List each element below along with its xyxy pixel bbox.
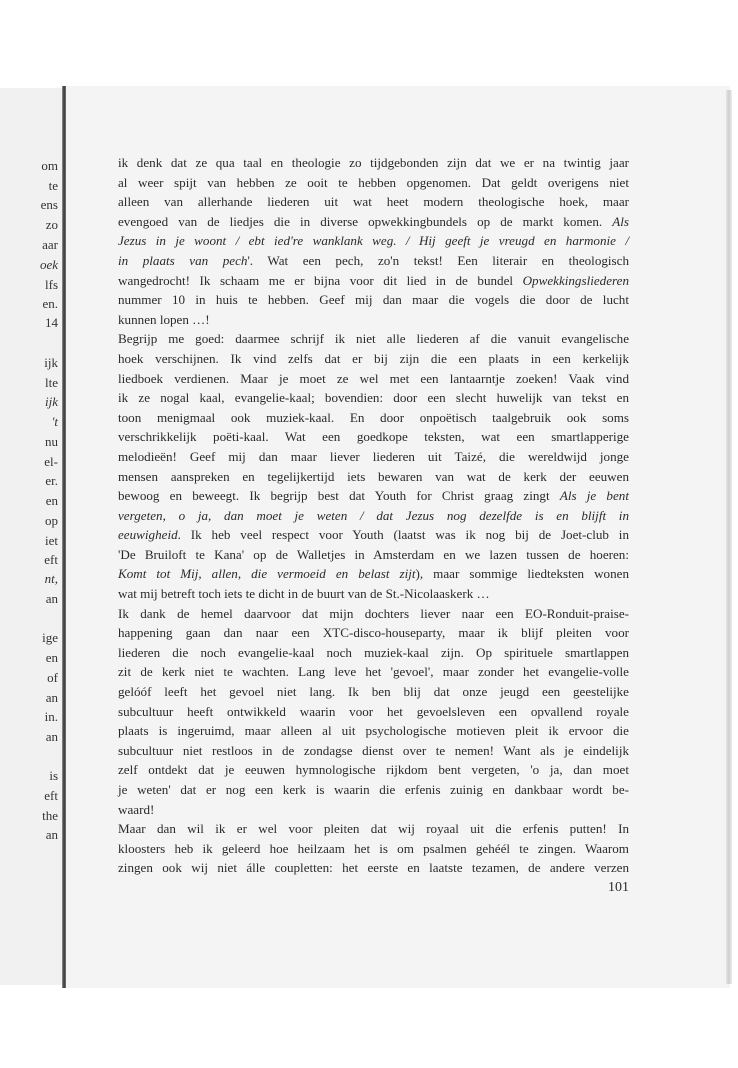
text-line [118, 310, 629, 330]
text-segment: nummer 10 in huis te hebben. Geef mij dan maar die vogels die door de lucht [118, 292, 629, 308]
text-segment: plaats is ingeruimd, maar alleen al uit psychologische motieven pleit ik ervoor die [118, 723, 629, 739]
text-line [118, 467, 629, 487]
text-line [118, 271, 629, 291]
text-segment: kloosters heb ik geleerd hoe heilzaam het is om psalmen gehéél te zingen. Waarom [118, 840, 629, 856]
text-segment: zelf ontdekt dat je eeuwen hymnologische rijkdom bent vergeten, 'o ja, dan moet [118, 762, 629, 778]
text-segment: '. Wat een pech, zo'n tekst! Een literair en theologisch [247, 252, 629, 268]
left-page-fragment: eft [44, 552, 58, 567]
italic-text: Als [612, 213, 629, 229]
left-page-fragment: en. [42, 296, 58, 311]
text-line [118, 388, 629, 408]
text-segment: gelóóf leeft het gevoel niet lang. Ik ben blij dat onze jeugd een geestelijke [118, 684, 629, 700]
text-segment: verschrikkelijk poëti-kaal. Wat een goedkope teksten, wat een smartlapperige [118, 429, 629, 445]
text-line [118, 604, 629, 624]
left-page-fragment: iet [45, 533, 58, 548]
text-line [118, 525, 629, 545]
text-segment: melodieën! Geef mij dan maar liever liederen uit Taizé, die wereldwijd jonge [118, 448, 629, 464]
text-line [118, 584, 629, 604]
left-page-fragment: eft [44, 788, 58, 803]
text-segment: bewoog en beweegt. Ik begrijp best dat Youth for Christ graag zingt [118, 488, 560, 504]
text-line [118, 623, 629, 643]
left-page-fragment: en [45, 493, 58, 508]
text-segment: evengoed van de liedjes die in diverse opwekkingbundels op de markt komen. [118, 213, 613, 229]
text-line [118, 760, 629, 780]
text-line [118, 800, 629, 820]
text-line [118, 858, 629, 878]
italic-text: vergeten, o ja, dan moet je weten / dat Jezus nog dezelfde is en blijft in [118, 507, 629, 523]
text-line [118, 349, 629, 369]
text-line [118, 506, 629, 526]
text-segment: al weer spijt van hebben ze ooit te hebben opgenomen. Dat geldt overigens niet [118, 174, 629, 190]
text-line [118, 643, 629, 663]
left-page-fragment: an [45, 591, 58, 606]
text-line [118, 819, 629, 839]
text-line [118, 682, 629, 702]
text-segment: happening gaan dan naar een XTC-disco-houseparty, maar ik blijf pleiten voor [118, 625, 629, 641]
text-segment: ik ze nogal kaal, evangelie-kaal; bovendien: door een slecht huwelijk van tekst en [118, 390, 629, 406]
text-line [118, 369, 629, 389]
left-page-fragment: en [45, 650, 58, 665]
text-line [118, 545, 629, 565]
text-line [118, 702, 629, 722]
text-segment: Ik dank de hemel daarvoor dat mijn dochters liever naar een EO-Ronduit-praise- [118, 605, 629, 621]
text-segment: zingen ook wij niet álle coupletten: het eerste en laatste tezamen, de andere verzen [118, 860, 629, 876]
left-page-fragment: er. [45, 473, 58, 488]
text-segment: ), maar sommige liedteksten wonen [415, 566, 629, 582]
text-segment: toon menigmaal ook muziek-kaal. En door onpoëtisch taalgebruik ook soms [118, 409, 629, 425]
text-line [118, 153, 629, 173]
text-line [118, 427, 629, 447]
italic-text: eeuwigheid [118, 527, 178, 543]
left-page-fragment: te [48, 178, 58, 193]
text-segment: wat mij betreft toch iets te dicht in de buurt van de St.-Nicolaaskerk … [118, 586, 490, 602]
text-line [118, 486, 629, 506]
left-page-fragment: el- [44, 454, 58, 469]
text-line [118, 741, 629, 761]
left-page-fragment: ens [40, 197, 58, 212]
text-segment: Begrijp me goed: daarmee schrijf ik niet alle liederen af die vanuit evangelische [118, 331, 629, 347]
left-page-fragment: nt, [44, 571, 58, 586]
left-page-fragment: an [45, 827, 58, 842]
left-page-fragment: is [49, 768, 58, 783]
text-segment: 'De Bruiloft te Kana' op de Walletjes in Amsterdam en we lazen tussen de hoeren: [118, 546, 629, 562]
left-page-fragment: ijk [44, 355, 58, 370]
page-number: 101 [608, 880, 629, 895]
text-line [118, 329, 629, 349]
left-page-fragment: lfs [45, 277, 58, 292]
text-line [118, 173, 629, 193]
left-page-fragment: ijk [45, 394, 58, 409]
left-page-fragment: zo [45, 217, 58, 232]
left-page-fragment: nu [45, 434, 58, 449]
left-page-fragment: ige [42, 630, 58, 645]
left-page-fragment: om [41, 158, 58, 173]
left-page-fragment: op [45, 513, 58, 528]
left-page-fragment: aar [42, 237, 58, 252]
text-line [118, 192, 629, 212]
text-line [118, 212, 629, 232]
text-line [118, 662, 629, 682]
left-page-fragment: oek [39, 257, 58, 272]
left-page-fragment: of [47, 670, 58, 685]
italic-text: Jezus in je woont / ebt ied're wanklank weg. / Hij geeft je vreugd en harmonie / [118, 233, 629, 249]
left-page-fragment: the [42, 808, 58, 823]
italic-text: Als je bent [559, 488, 629, 504]
text-line [118, 780, 629, 800]
text-line [118, 839, 629, 859]
text-segment: wangedrocht! Ik schaam me er bijna voor dit lied in de bundel [118, 272, 523, 288]
body-text [118, 153, 629, 878]
text-segment: subcultuur heeft ontwikkeld waarin voor het gevoelsleven een opvallend royale [118, 703, 629, 719]
text-segment: ik denk dat ze qua taal en theologie zo tijdgebonden zijn dat we er na twintig jaar [118, 155, 629, 170]
text-segment: zit de kerk niet te wachten. Lang leve het 'gevoel', maar zonder het evangelie-volle [118, 664, 629, 680]
page-stack-edge [726, 90, 732, 984]
text-segment: liedboek verdienen. Maar je moet ze wel met een lantaarntje zoeken! Vaak vind [118, 370, 629, 386]
text-line [118, 721, 629, 741]
text-segment: . Ik heb veel respect voor Youth (laatst was ik nog bij de Joet-club in [177, 527, 629, 543]
text-segment: alleen van allerhande liederen uit wat heet modern theologische hoek, maar [118, 194, 629, 210]
italic-text: Komt tot Mij, allen, die vermoeid en belast zijt [118, 566, 416, 582]
text-line [118, 447, 629, 467]
text-segment: Maar dan wil ik er wel voor pleiten dat wij royaal uit die erfenis putten! In [118, 821, 629, 837]
left-page-fragment: 14 [45, 315, 58, 330]
left-page-fragment: lte [45, 375, 58, 390]
text-segment: mensen aanspreken en tegelijkertijd iets bewaren van wat de kerk der eeuwen [118, 468, 629, 484]
left-page-fragment: in. [44, 709, 58, 724]
text-segment: hoek verschijnen. Ik vind zelfs dat er bij zijn die een plaats in een kerkelijk [118, 350, 629, 366]
text-line [118, 408, 629, 428]
italic-text: in plaats van pech [118, 252, 248, 268]
text-segment: subcultuur niet restloos in de zondagse dienst over te nemen! Want als je eindelijk [118, 742, 629, 758]
text-line [118, 564, 629, 584]
left-page-fragment: 't [51, 414, 58, 429]
text-segment: je weten' dat er nog een kerk is waarin die erfenis zuinig en dankbaar wordt be- [118, 782, 629, 797]
text-segment: liederen die noch evangelie-kaal noch muziek-kaal zijn. Op spirituele smartlappen [118, 644, 629, 660]
text-line [118, 231, 629, 251]
text-line [118, 290, 629, 310]
text-segment: waard! [118, 801, 155, 817]
left-page-fragment: an [45, 729, 58, 744]
italic-text: Opwekkingsliederen [522, 272, 629, 288]
left-page-fragment: an [45, 690, 58, 705]
text-segment: kunnen lopen …! [118, 311, 210, 327]
text-line [118, 251, 629, 271]
